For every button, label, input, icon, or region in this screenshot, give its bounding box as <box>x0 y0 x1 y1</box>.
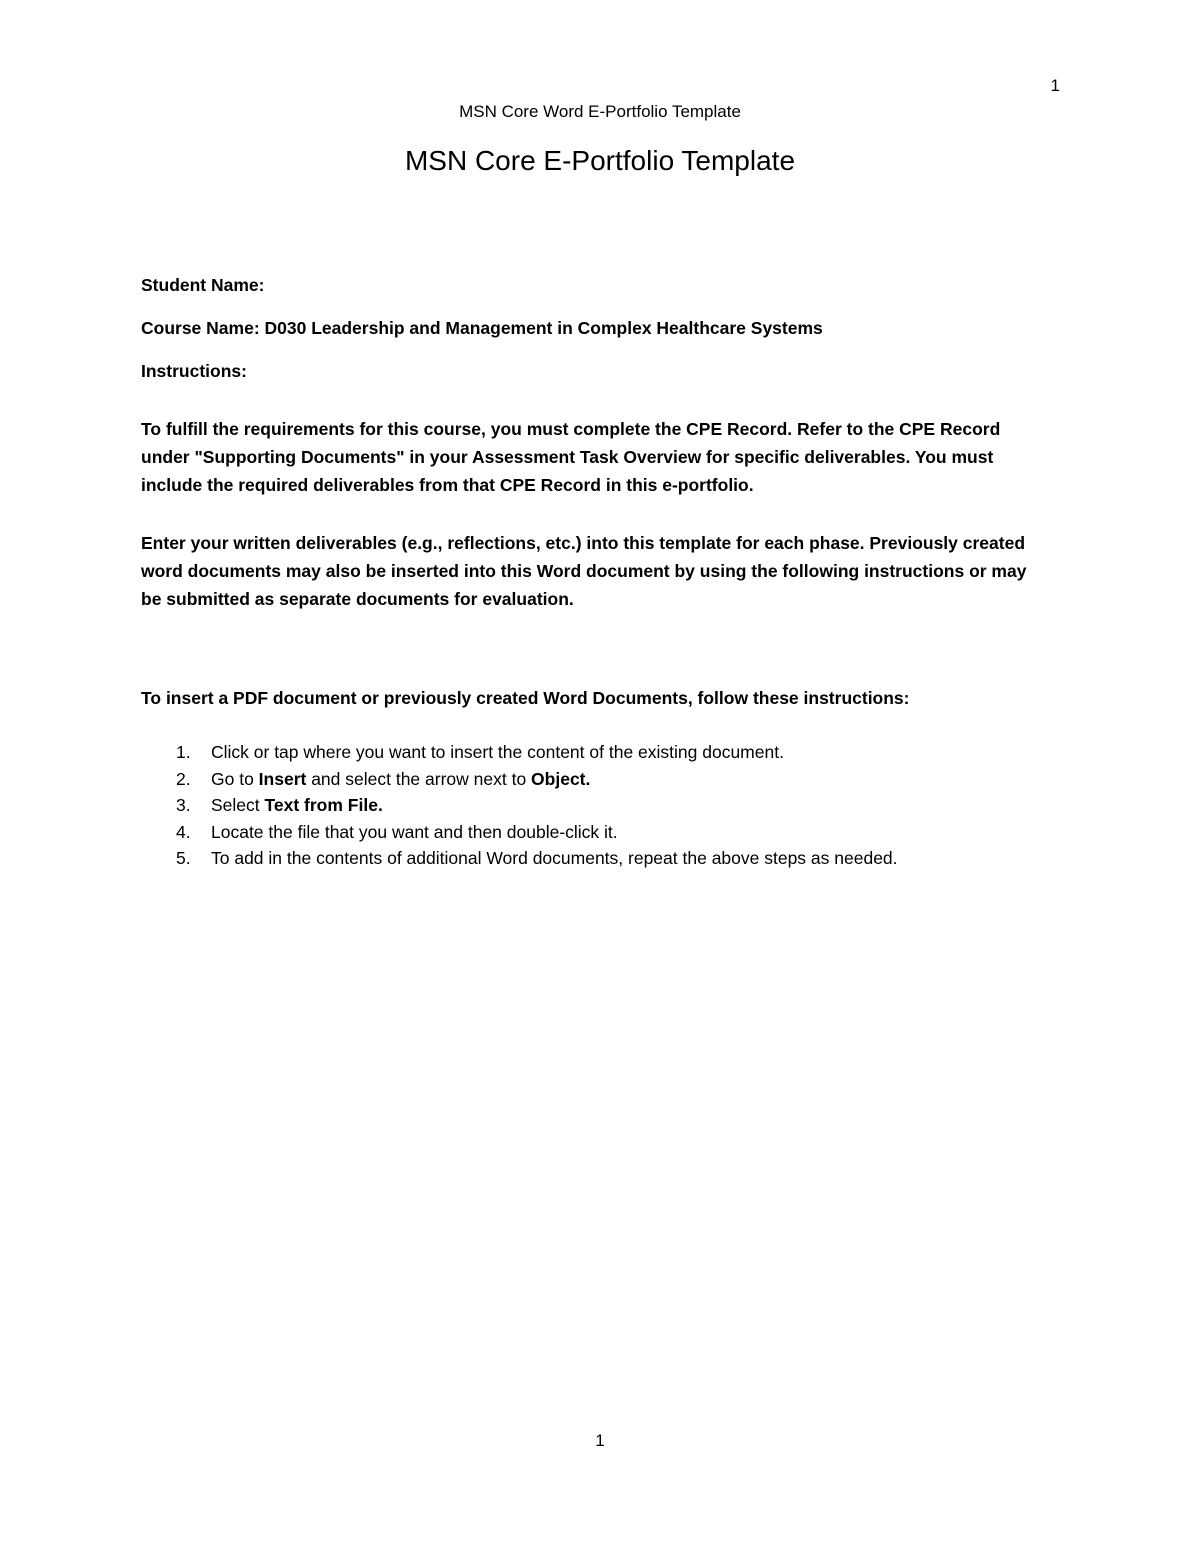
step-text: Go to <box>211 768 259 789</box>
list-item <box>141 766 1061 793</box>
step-text: Select <box>211 795 265 815</box>
instruction-steps-list <box>141 739 1061 872</box>
list-item <box>141 819 1061 846</box>
deliverables-paragraph: Enter your written deliverables (e.g., reflections, etc.) into this template for each phase. Previously created word documents may also be inserted into this Word document by using the following instructions or may be submitted as separate documents for evaluation. <box>141 533 1027 609</box>
list-item <box>141 792 1061 819</box>
step-text: Click or tap where you want to insert the content of the existing document. <box>211 742 784 762</box>
course-name-label: Course Name: D030 Leadership and Management in Complex Healthcare Systems <box>141 318 823 338</box>
step-text: To add in the contents of additional Word documents, repeat the above steps as needed. <box>211 848 898 868</box>
footer-page-number: 1 <box>595 1431 605 1450</box>
page-title: MSN Core E-Portfolio Template <box>404 145 796 176</box>
running-header: MSN Core Word E-Portfolio Template <box>459 102 741 121</box>
step-number: 1. <box>176 742 191 762</box>
step-text: and select the arrow next to <box>306 768 532 789</box>
step-text: Locate the file that you want and then double-click it. <box>211 821 618 842</box>
step-bold-text: Text from File. <box>264 795 383 815</box>
step-bold-text: Insert <box>258 768 307 789</box>
list-item <box>141 739 1061 766</box>
header-page-number: 1 <box>1050 76 1060 95</box>
student-name-label: Student Name: <box>141 275 265 295</box>
instructions-label: Instructions: <box>141 361 247 381</box>
step-number: 2. <box>176 768 191 789</box>
step-number: 5. <box>176 848 191 868</box>
step-number: 4. <box>176 821 191 842</box>
list-item <box>141 845 1061 872</box>
requirements-paragraph: To fulfill the requirements for this course, you must complete the CPE Record. Refer to the CPE Record under "Supporting Documents" in your Assessment Task Overview for specific deliverables. You must include the required deliverables from that CPE Record in this e-portfolio. <box>141 419 1001 495</box>
insert-instructions-heading: To insert a PDF document or previously created Word Documents, follow these instructions: <box>141 688 910 708</box>
step-bold-text: Object. <box>531 768 591 789</box>
step-number: 3. <box>176 795 191 815</box>
